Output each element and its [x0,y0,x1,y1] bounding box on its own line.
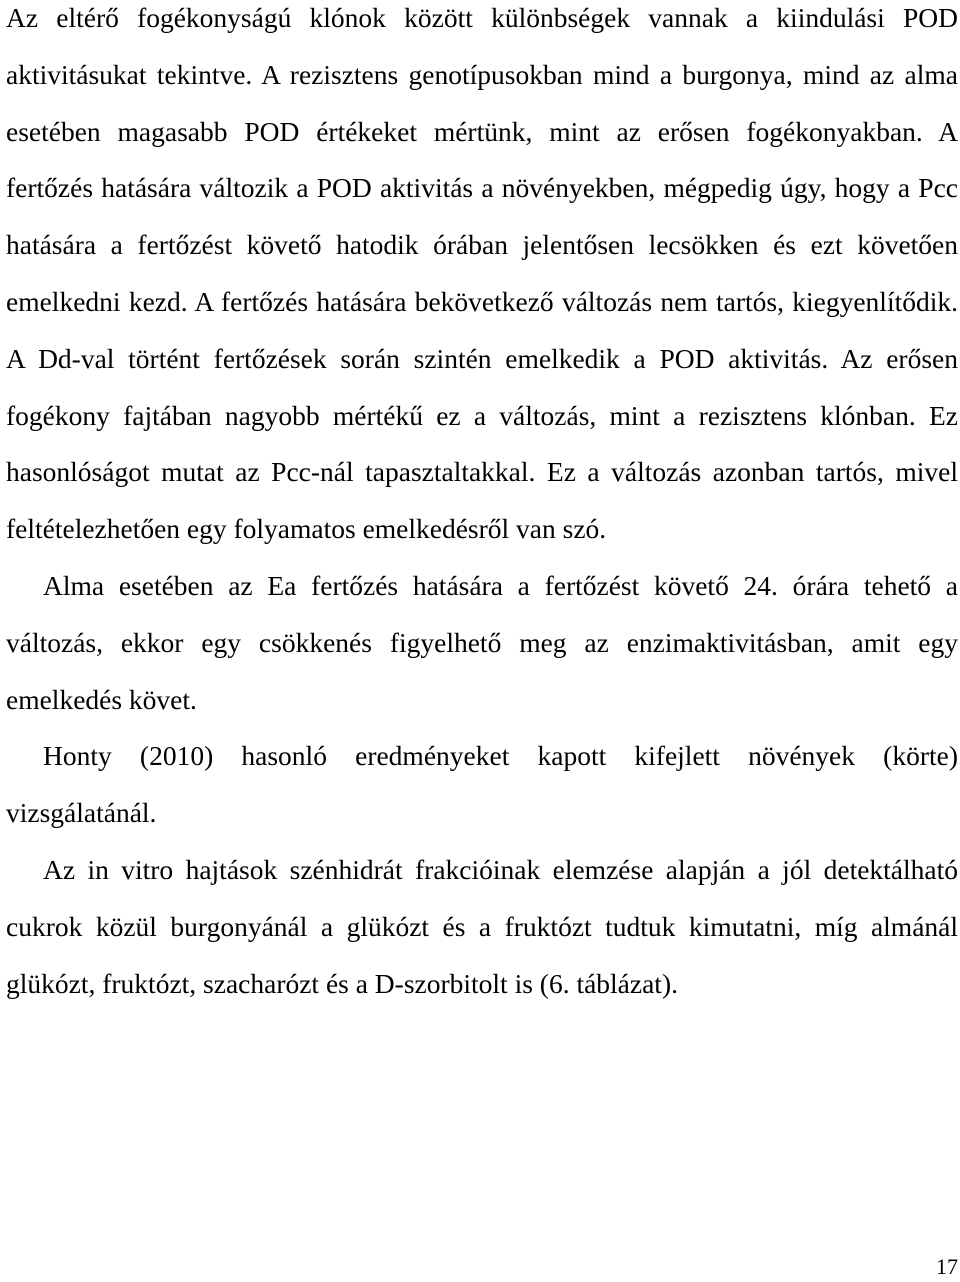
document-page [6,0,958,1012]
paragraph-pod-activity: Az eltérő fogékonyságú klónok között különbségek vannak a kiindulási POD aktivitásukat tekintve. A rezisztens genotípusokban mind a burgonya, mind az alma esetében magasabb POD értékeket mértünk, mint az erősen fogékonyakban. A fertőzés hatására változik a POD aktivitás a növényekben, mégpedig úgy, hogy a Pcc hatására a fertőzést követő hatodik órában jelentősen lecsökken és ezt követően emelkedni kezd. A fertőzés hatására bekövetkező változás nem tartós, kiegyenlítődik. A Dd-val történt fertőzések során szintén emelkedik a POD aktivitás. Az erősen fogékony fajtában nagyobb mértékű ez a változás, mint a rezisztens klónban. Ez hasonlóságot mutat az Pcc-nál tapasztaltakkal. Ez a változás azonban tartós, mivel feltételezhetően egy folyamatos emelkedésről van szó. [6,2,958,545]
paragraph-alma-ea: Alma esetében az Ea fertőzés hatására a fertőzést követő 24. órára tehető a változás, ekkor egy csökkenés figyelhető meg az enzimaktivitásban, amit egy emelkedés követ. [6,569,958,715]
paragraph-honty: Honty (2010) hasonló eredményeket kapott kifejlett növények (körte) vizsgálatánál. [6,740,958,829]
page-number: 17 [936,1254,958,1279]
paragraph-carbohydrates: Az in vitro hajtások szénhidrát frakcióinak elemzése alapján a jól detektálható cukrok közül burgonyánál a glükózt és a fruktózt tudtuk kimutatni, míg almánál glükózt, fruktózt, szacharózt és a D-szorbitolt is (6. táblázat). [6,853,958,999]
